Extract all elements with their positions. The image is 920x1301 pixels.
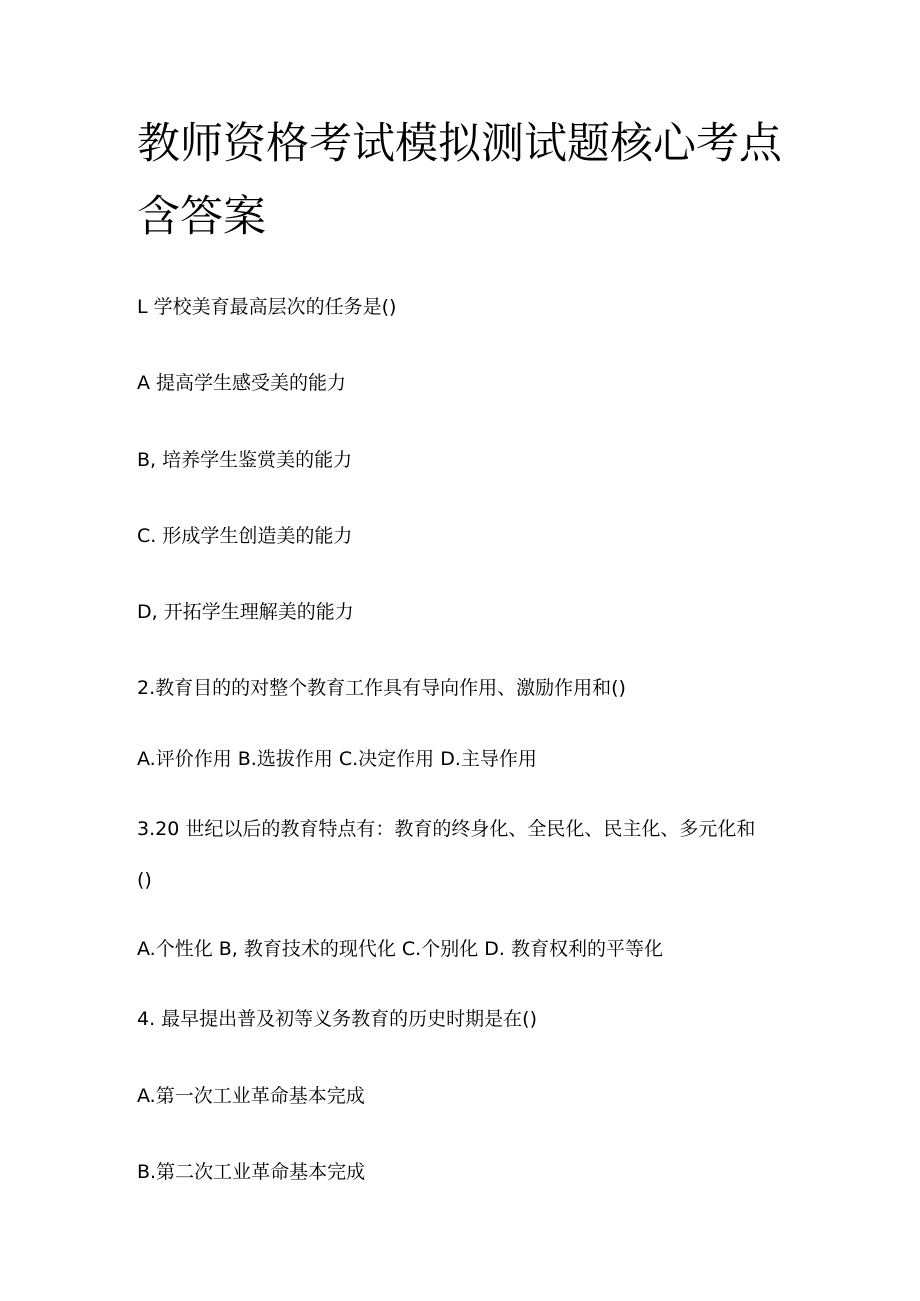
- question-1-text: L 学校美育最高层次的任务是(): [137, 296, 397, 318]
- document-title: 教师资格考试模拟测试题核心考点含答案: [137, 119, 782, 242]
- question-2-options: A.评价作用 B.选拔作用 C.决定作用 D.主导作用: [137, 748, 537, 770]
- question-3-text-continued: (): [137, 869, 152, 891]
- question-1-option-c: C. 形成学生创造美的能力: [137, 525, 353, 547]
- question-4-text: 4. 最早提出普及初等义务教育的历史时期是在(): [137, 1008, 537, 1030]
- question-4-option-a: A.第一次工业革命基本完成: [137, 1085, 365, 1107]
- question-1-option-a: A 提高学生感受美的能力: [137, 372, 347, 394]
- question-1-option-b: B, 培养学生鉴赏美的能力: [137, 449, 353, 471]
- question-2-text: 2.教育目的的对整个教育工作具有导向作用、激励作用和(): [137, 677, 626, 699]
- question-4-option-b: B.第二次工业革命基本完成: [137, 1161, 366, 1183]
- question-1-option-d: D, 开拓学生理解美的能力: [137, 601, 354, 623]
- question-3-text: 3.20 世纪以后的教育特点有：教育的终身化、全民化、民主化、多元化和: [137, 818, 756, 840]
- question-3-options: A.个性化 B, 教育技术的现代化 C.个别化 D. 教育权利的平等化: [137, 938, 663, 960]
